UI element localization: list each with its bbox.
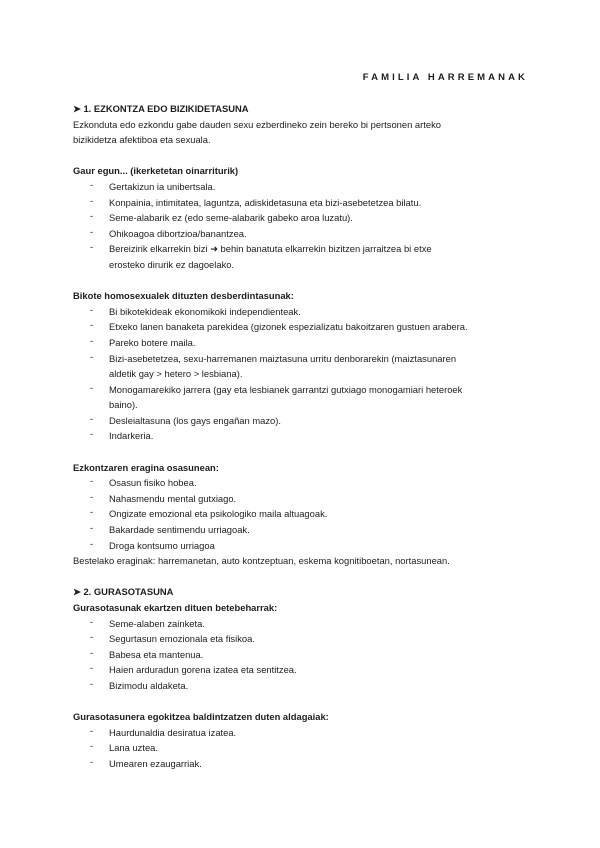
list-item-text: Babesa eta mantenua. [109, 648, 204, 660]
list-item-text: Umearen ezaugarriak. [109, 757, 202, 769]
list-item-text: Bakardade sentimendu urriagoak. [109, 524, 250, 536]
list-item-text: Droga kontsumo urriagoa [109, 539, 215, 551]
list-item [73, 304, 533, 320]
list-item [73, 491, 533, 507]
betebeharrak-list [73, 616, 533, 694]
list-item [73, 382, 533, 413]
list-item-text: baino). [109, 399, 138, 411]
list-item [73, 678, 533, 694]
list-item [73, 631, 533, 647]
list-item-text: Desleialtasuna (los gays engañan mazo). [109, 414, 281, 426]
list-item [73, 226, 533, 242]
list-item [73, 662, 533, 678]
list-dash: - [90, 303, 94, 315]
list-item [73, 428, 533, 444]
list-item [73, 475, 533, 491]
list-dash: - [90, 490, 94, 502]
document-body [73, 101, 533, 772]
list-dash: - [90, 631, 94, 643]
section1-intro-line: bizikidetza afektiboa eta sexuala. [73, 134, 211, 146]
list-dash: - [90, 178, 94, 190]
list-dash: - [90, 522, 94, 534]
list-dash: - [90, 194, 94, 206]
section1-intro-line: Ezkonduta edo ezkondu gabe dauden sexu ezberdineko zein bereko bi pertsonen arteko [73, 118, 441, 130]
list-item-text: Seme-alabarik ez (edo seme-alabarik gabeko aroa luzatu). [109, 212, 353, 224]
list-dash: - [90, 662, 94, 674]
list-item-text: Bereizirik elkarrekin bizi ➜ behin banatuta elkarrekin bizitzen jarraitzea bi etxe [109, 243, 432, 255]
gaur-egun-list [73, 179, 533, 273]
list-item-text: Pareko botere maila. [109, 336, 196, 348]
list-dash: - [90, 334, 94, 346]
list-item-text: Ohikoagoa dibortzioa/banantzea. [109, 227, 247, 239]
list-item-text: Gertakizun ia unibertsala. [109, 180, 216, 192]
list-item-text: Osasun fisiko hobea. [109, 477, 197, 489]
list-item-text: Etxeko lanen banaketa parekidea (gizonek espezializatu bakoitzaren gustuen arabera. [109, 321, 468, 333]
list-item-text: Segurtasun emozionala eta fisikoa. [109, 633, 255, 645]
list-item-text: Monogamarekiko jarrera (gay eta lesbianek garrantzi gutxiago monogamiari heteroek [109, 383, 463, 395]
list-item [73, 195, 533, 211]
list-item-text: Lana uztea. [109, 742, 158, 754]
list-item-text: erosteko dirurik ez dagoelako. [109, 258, 235, 270]
aldagaiak-list [73, 725, 533, 772]
homo-differences-list [73, 304, 533, 444]
list-dash: - [90, 506, 94, 518]
osasuna-title: Ezkontzaren eragina osasunean: [73, 461, 219, 473]
list-item [73, 210, 533, 226]
list-item [73, 319, 533, 335]
list-dash: - [90, 537, 94, 549]
section2-heading: ➤ 2. GURASOTASUNA [73, 586, 174, 598]
gaur-egun-title: Gaur egun... (ikerketetan oinarriturik) [73, 165, 239, 177]
aldagaiak-title: Gurasotasunera egokitzea baldintzatzen duten aldagaiak: [73, 711, 329, 723]
list-item-text: Ongizate emozional eta psikologiko maila altuagoak. [109, 508, 328, 520]
list-item [73, 506, 533, 522]
list-dash: - [90, 724, 94, 736]
page-header-title: FAMILIA HARREMANAK [362, 72, 528, 83]
list-dash: - [90, 225, 94, 237]
osasuna-footer: Bestelako eraginak: harremanetan, auto kontzeptuan, eskema kognitiboetan, nortasunean. [73, 555, 450, 567]
list-dash: - [90, 428, 94, 440]
list-item [73, 413, 533, 429]
list-item-text: Bizi-asebetetzea, sexu-harremanen maiztasuna urritu denborarekin (maiztasunaren [109, 352, 457, 364]
list-item-text: aldetik gay > hetero > lesbiana). [109, 368, 243, 380]
list-dash: - [90, 615, 94, 627]
list-dash: - [90, 740, 94, 752]
list-item [73, 616, 533, 632]
list-item-text: Bi bikotekideak ekonomikoki independienteak. [109, 305, 301, 317]
list-item [73, 538, 533, 554]
list-item-text: Indarkeria. [109, 430, 154, 442]
list-item-text: Bizimodu aldaketa. [109, 679, 189, 691]
list-dash: - [90, 210, 94, 222]
list-dash: - [90, 755, 94, 767]
list-item-text: Haien arduradun gorena izatea eta sentitzea. [109, 664, 297, 676]
list-item [73, 522, 533, 538]
list-item [73, 179, 533, 195]
list-item-text: Konpainia, intimitatea, laguntza, adiskidetasuna eta bizi-asebetetzea bilatu. [109, 196, 422, 208]
list-item-text: Seme-alaben zainketa. [109, 617, 205, 629]
list-item-text: Nahasmendu mental gutxiago. [109, 492, 237, 504]
list-item [73, 740, 533, 756]
betebeharrak-title: Gurasotasunak ekartzen dituen betebeharrak: [73, 602, 278, 613]
section1-heading: ➤ 1. EZKONTZA EDO BIZIKIDETASUNA [73, 103, 249, 114]
list-dash: - [90, 475, 94, 487]
list-item [73, 647, 533, 663]
list-dash: - [90, 381, 94, 393]
list-dash: - [90, 319, 94, 331]
list-item [73, 335, 533, 351]
list-item [73, 756, 533, 772]
list-item [73, 351, 533, 382]
list-dash: - [90, 646, 94, 658]
list-item [73, 241, 533, 272]
list-dash: - [90, 241, 94, 253]
homo-differences-title: Bikote homosexualek dituzten desberdintasunak: [73, 290, 294, 302]
list-item-text: Haurdunaldia desiratua izatea. [109, 726, 237, 738]
list-dash: - [90, 412, 94, 424]
list-item [73, 725, 533, 741]
list-dash: - [90, 677, 94, 689]
osasuna-list [73, 475, 533, 553]
list-dash: - [90, 350, 94, 362]
